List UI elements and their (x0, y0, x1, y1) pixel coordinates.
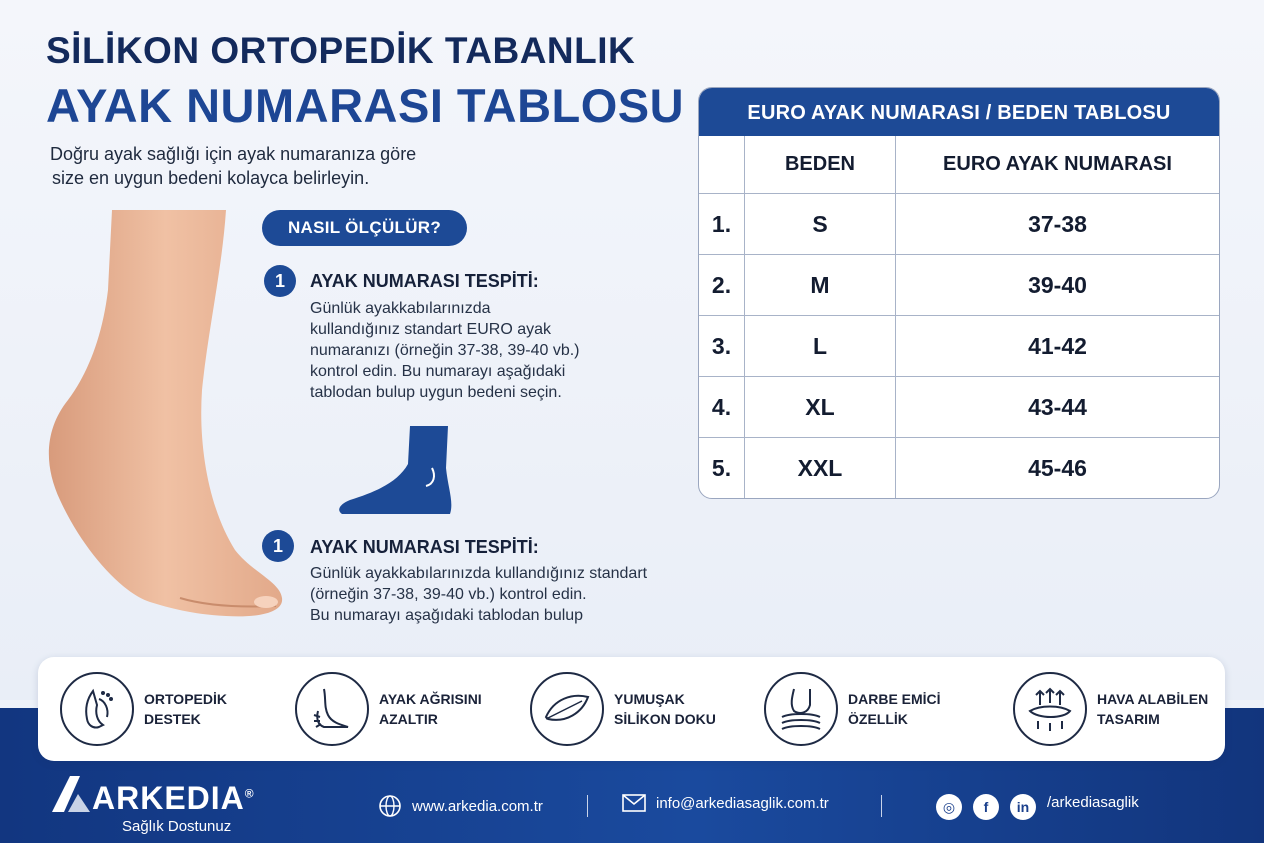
step-line: Günlük ayakkabılarınızda (310, 300, 491, 317)
step-line: kullandığınız standart EURO ayak (310, 321, 552, 338)
breathable-icon (1013, 672, 1087, 746)
divider (881, 795, 882, 817)
intro-line: size en uygun bedeni kolayca belirleyin. (52, 168, 370, 188)
feature-line: YUMUŞAK (614, 691, 685, 707)
feature-label (379, 689, 499, 729)
size-table (698, 87, 1220, 499)
brand-name (92, 780, 255, 817)
instagram-icon[interactable]: ◎ (936, 794, 962, 820)
feature-item (764, 669, 968, 749)
email-text: info@arkediasaglik.com.tr (656, 794, 829, 812)
step-line: (örneğin 37-38, 39-40 vb.) kontrol edin. (310, 586, 587, 603)
row-index: 5. (699, 438, 745, 498)
step-title: AYAK NUMARASI TESPİTİ: (310, 537, 539, 557)
feature-label (1097, 689, 1217, 729)
row-size: L (745, 316, 896, 376)
row-euro: 43-44 (1028, 393, 1087, 420)
social-handle[interactable] (1047, 794, 1139, 811)
table-row (699, 376, 1219, 437)
feature-line: DARBE EMİCİ (848, 691, 941, 707)
linkedin-icon[interactable]: in (1010, 794, 1036, 820)
feature-line: ORTOPEDİK (144, 691, 227, 707)
feature-item (295, 669, 499, 749)
website-text: www.arkedia.com.tr (412, 797, 543, 815)
feature-line: ÖZELLİK (848, 711, 908, 727)
size-table-title: EURO AYAK NUMARASI / BEDEN TABLOSU (699, 88, 1219, 136)
mail-icon (622, 794, 646, 812)
foot-pain-icon (295, 672, 369, 746)
feature-item (60, 669, 264, 749)
feature-item (530, 669, 734, 749)
row-index: 3. (699, 316, 745, 376)
registered-mark: ® (244, 786, 255, 801)
euro-column-header: EURO AYAK NUMARASI (943, 153, 1172, 175)
table-header-row (699, 136, 1219, 193)
step-line: Bu numarayı aşağıdaki tablodan bulup (310, 607, 584, 624)
foot-silhouette-icon (336, 424, 456, 516)
row-size: S (745, 194, 896, 254)
features-bar (38, 657, 1225, 761)
website-link[interactable] (378, 794, 543, 818)
row-index: 4. (699, 377, 745, 437)
facebook-icon[interactable]: f (973, 794, 999, 820)
shock-absorb-icon (764, 672, 838, 746)
intro-line: Doğru ayak sağlığı için ayak numaranıza göre (50, 144, 417, 164)
how-to-measure-badge: NASIL ÖLÇÜLÜR? (262, 210, 467, 246)
globe-icon (378, 794, 402, 818)
feature-line: AYAK AĞRISINI (379, 691, 482, 707)
step-line: tablodan bulup uygun bedeni seçin. (310, 384, 562, 401)
table-row (699, 437, 1219, 498)
step-description (310, 298, 579, 403)
orthopedic-support-icon (60, 672, 134, 746)
intro-text (50, 142, 470, 190)
foot-photo (30, 210, 300, 630)
index-header (699, 136, 745, 193)
feature-line: DESTEK (144, 711, 201, 727)
row-size: XXL (745, 438, 896, 498)
row-euro: 37-38 (1028, 210, 1087, 237)
row-index: 2. (699, 255, 745, 315)
brand-text: ARKEDIA (92, 780, 245, 816)
feature-line: SİLİKON DOKU (614, 711, 716, 727)
arkedia-logo-icon (50, 774, 92, 814)
size-column-header: BEDEN (745, 136, 896, 193)
row-euro: 45-46 (1028, 454, 1087, 481)
page-title: SİLİKON ORTOPEDİK TABANLIK (46, 30, 636, 71)
feature-item (1013, 669, 1217, 749)
brand-tagline: Sağlık Dostunuz (122, 818, 232, 835)
feather-icon (530, 672, 604, 746)
feature-line: HAVA ALABİLEN (1097, 691, 1209, 707)
step-number: 1 (264, 265, 296, 297)
divider (587, 795, 588, 817)
table-row (699, 315, 1219, 376)
step-line: kontrol edin. Bu numarayı aşağıdaki (310, 363, 566, 380)
row-index: 1. (699, 194, 745, 254)
page-subtitle: AYAK NUMARASI TABLOSU (46, 79, 685, 132)
table-row (699, 193, 1219, 254)
feature-label (144, 689, 264, 729)
feature-line: TASARIM (1097, 711, 1160, 727)
table-row (699, 254, 1219, 315)
social-handle-text: /arkediasaglik (1047, 794, 1139, 811)
feature-label (614, 689, 734, 729)
feature-label (848, 689, 968, 729)
feature-line: AZALTIR (379, 711, 438, 727)
step-title: AYAK NUMARASI TESPİTİ: (310, 271, 539, 291)
step-description (310, 563, 647, 626)
step-line: Günlük ayakkabılarınızda kullandığınız standart (310, 565, 648, 582)
row-size: M (745, 255, 896, 315)
email-link[interactable] (622, 794, 829, 812)
step-line: numaranızı (örneğin 37-38, 39-40 vb.) (310, 342, 580, 359)
row-euro: 41-42 (1028, 332, 1087, 359)
row-size: XL (745, 377, 896, 437)
step-number: 1 (262, 530, 294, 562)
row-euro: 39-40 (1028, 271, 1087, 298)
